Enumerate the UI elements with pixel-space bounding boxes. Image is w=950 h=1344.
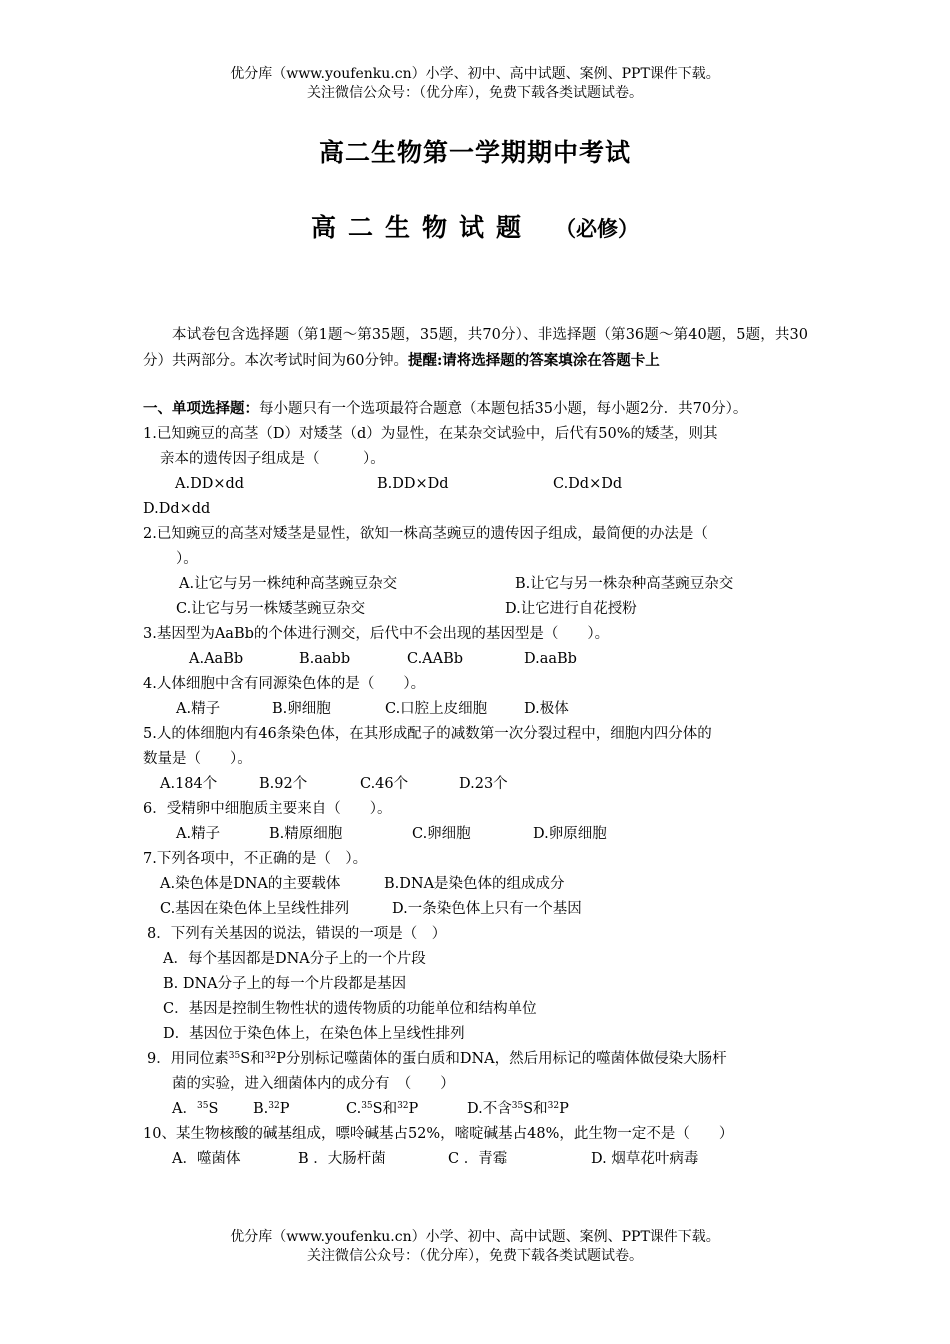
subtitle-main: 高二生物试题 bbox=[310, 213, 533, 242]
q9-option-d-label: D.不含 bbox=[467, 1101, 512, 1117]
q4-option-c: C.口腔上皮细胞 bbox=[385, 701, 488, 717]
q5-option-c: C.46个 bbox=[360, 776, 409, 792]
q5-options bbox=[143, 772, 808, 797]
question-6 bbox=[143, 797, 808, 847]
subtitle-note: （必修） bbox=[555, 216, 639, 241]
intro-text: 本试卷包含选择题（第1题～第35题，35题，共70分）、非选择题（第36题～第40题，5题，共30分）共两部分。本次考试时间为60分钟。 bbox=[143, 327, 808, 369]
q9-option-d-text: P bbox=[559, 1101, 569, 1117]
q9-option-b-text: P bbox=[279, 1101, 290, 1117]
q3-stem: 3.基因型为AaBb的个体进行测交，后代中不会出现的基因型是（ ）。 bbox=[143, 626, 610, 642]
q1-stem-line1: 1.已知豌豆的高茎（D）对矮茎（d）为显性，在某杂交试验中，后代有50%的矮茎，则其 bbox=[143, 426, 718, 442]
q10-option-a: A．噬菌体 bbox=[172, 1151, 241, 1167]
q3-option-d: D.aaBb bbox=[524, 651, 577, 667]
q7-options-row1 bbox=[143, 872, 808, 897]
q3-options bbox=[143, 647, 808, 672]
q9-option-a-text: S bbox=[208, 1101, 219, 1117]
q9-sup-35: 35 bbox=[228, 1051, 241, 1061]
q9-option-b-sup: 32 bbox=[268, 1101, 280, 1111]
section-1-desc: 每小题只有一个选项最符合题意（本题包括35小题，每小题2分．共70分）。 bbox=[259, 401, 748, 417]
q9-stem-part-2: S和 bbox=[240, 1051, 265, 1067]
intro-paragraph bbox=[143, 322, 808, 374]
q2-stem-line2: ）。 bbox=[176, 551, 198, 567]
question-3 bbox=[143, 622, 808, 672]
q4-option-a: A.精子 bbox=[176, 701, 221, 717]
q4-stem: 4.人体细胞中含有同源染色体的是（ ）。 bbox=[143, 676, 426, 692]
q9-option-b bbox=[253, 1097, 346, 1122]
q7-option-d: D.一条染色体上只有一个基因 bbox=[392, 901, 582, 917]
q1-option-a: A.DD×dd bbox=[175, 476, 245, 492]
q7-option-c: C.基因在染色体上呈线性排列 bbox=[160, 901, 350, 917]
q6-option-b: B.精原细胞 bbox=[269, 826, 343, 842]
q9-option-c bbox=[346, 1097, 467, 1122]
header-banner bbox=[0, 65, 950, 103]
q2-option-c: C.让它与另一株矮茎豌豆杂交 bbox=[176, 601, 366, 617]
footer-line-2: 关注微信公众号：（优分库），免费下载各类试题试卷。 bbox=[307, 1248, 643, 1264]
section-1-heading: 一、单项选择题： bbox=[143, 400, 259, 417]
q9-stem-line1 bbox=[143, 1047, 808, 1072]
q8-option-b: B. DNA分子上的每一个片段都是基因 bbox=[163, 976, 407, 992]
q8-option-d: D．基因位于染色体上，在染色体上呈线性排列 bbox=[163, 1026, 465, 1042]
section-1-header bbox=[143, 396, 808, 422]
q9-option-a-sup: 35 bbox=[196, 1101, 209, 1111]
q4-option-d: D.极体 bbox=[524, 701, 569, 717]
q1-option-b: B.DD×Dd bbox=[377, 476, 449, 492]
q3-option-a: A.AaBb bbox=[189, 651, 244, 667]
question-8 bbox=[143, 922, 808, 1047]
q5-option-a: A.184个 bbox=[160, 776, 218, 792]
question-2 bbox=[143, 522, 808, 622]
q8-option-a: A．每个基因都是DNA分子上的一个片段 bbox=[163, 951, 426, 967]
question-9 bbox=[143, 1047, 808, 1122]
q9-option-d-sup-1: 35 bbox=[511, 1101, 524, 1111]
q7-option-b: B.DNA是染色体的组成成分 bbox=[384, 876, 565, 892]
q10-option-c: C ．青霉 bbox=[448, 1151, 508, 1167]
q5-stem-line2: 数量是（ ）。 bbox=[143, 751, 252, 767]
q9-options bbox=[143, 1097, 808, 1122]
q9-option-d-mid: S和 bbox=[523, 1101, 548, 1117]
q2-stem-line1: 2.已知豌豆的高茎对矮茎是显性，欲知一株高茎豌豆的遗传因子组成，最简便的办法是（ bbox=[143, 526, 708, 542]
q8-stem: 8．下列有关基因的说法，错误的一项是（ ） bbox=[147, 926, 447, 942]
q10-option-b: B ．大肠杆菌 bbox=[298, 1151, 386, 1167]
q9-stem-part-3: P分别标记噬菌体的蛋白质和DNA，然后用标记的噬菌体做侵染大肠杆 bbox=[276, 1051, 727, 1067]
q6-option-d: D.卵原细胞 bbox=[533, 826, 607, 842]
question-1 bbox=[143, 422, 808, 522]
q2-option-a: A.让它与另一株纯种高茎豌豆杂交 bbox=[179, 576, 398, 592]
q9-option-c-label: C. bbox=[346, 1101, 362, 1117]
header-line-2: 关注微信公众号：（优分库），免费下载各类试题试卷。 bbox=[307, 85, 643, 101]
q4-option-b: B.卵细胞 bbox=[272, 701, 331, 717]
q9-option-a-label: A． bbox=[172, 1101, 197, 1117]
q9-option-b-label: B. bbox=[253, 1101, 269, 1117]
q9-option-d-sup-2: 32 bbox=[547, 1101, 560, 1111]
q9-option-c-sup-2: 32 bbox=[397, 1101, 409, 1111]
q1-stem-line2: 亲本的遗传因子组成是（ ）。 bbox=[160, 451, 385, 467]
q3-option-b: B.aabb bbox=[299, 651, 351, 667]
question-5 bbox=[143, 722, 808, 797]
question-10 bbox=[143, 1122, 808, 1172]
q2-option-d: D.让它进行自花授粉 bbox=[505, 601, 637, 617]
q1-option-d: D.Dd×dd bbox=[143, 501, 211, 517]
footer-banner bbox=[0, 1228, 950, 1266]
q6-option-a: A.精子 bbox=[176, 826, 221, 842]
q6-options bbox=[143, 822, 808, 847]
q9-option-d bbox=[467, 1097, 569, 1122]
q5-option-d: D.23个 bbox=[459, 776, 508, 792]
q7-options-row2 bbox=[143, 897, 808, 922]
q9-option-c-sup-1: 35 bbox=[361, 1101, 373, 1111]
q3-option-c: C.AABb bbox=[407, 651, 464, 667]
intro-reminder: 提醒:请将选择题的答案填涂在答题卡上 bbox=[407, 352, 660, 369]
q9-option-c-mid: S和 bbox=[372, 1101, 398, 1117]
q2-options-row1 bbox=[143, 572, 808, 597]
q9-sup-32: 32 bbox=[264, 1051, 277, 1061]
exam-title: 高二生物第一学期期中考试 bbox=[318, 138, 631, 167]
q10-option-d: D. 烟草花叶病毒 bbox=[591, 1151, 699, 1167]
q6-stem: 6．受精卵中细胞质主要来自（ ）。 bbox=[143, 801, 392, 817]
q9-option-c-text: P bbox=[408, 1101, 419, 1117]
footer-line-1: 优分库（www.youfenku.cn）小学、初中、高中试题、案例、PPT课件下载。 bbox=[230, 1229, 720, 1245]
q10-options bbox=[143, 1147, 808, 1172]
question-4 bbox=[143, 672, 808, 722]
q6-option-c: C.卵细胞 bbox=[412, 826, 471, 842]
exam-content bbox=[143, 322, 808, 1172]
q4-options bbox=[143, 697, 808, 722]
q9-stem-part-1: 9．用同位素 bbox=[147, 1051, 229, 1067]
header-line-1: 优分库（www.youfenku.cn）小学、初中、高中试题、案例、PPT课件下载。 bbox=[230, 66, 720, 82]
q5-stem-line1: 5.人的体细胞内有46条染色体，在其形成配子的减数第一次分裂过程中，细胞内四分体的 bbox=[143, 726, 712, 742]
q9-option-a bbox=[172, 1097, 253, 1122]
q7-stem: 7.下列各项中，不正确的是（ ）。 bbox=[143, 851, 368, 867]
q10-stem: 10、某生物核酸的碱基组成，嘌呤碱基占52%，嘧啶碱基占48%，此生物一定不是（ ） bbox=[143, 1126, 734, 1142]
q2-options-row2 bbox=[143, 597, 808, 622]
q5-option-b: B.92个 bbox=[259, 776, 308, 792]
q8-option-c: C．基因是控制生物性状的遗传物质的功能单位和结构单位 bbox=[163, 1001, 537, 1017]
q1-options bbox=[143, 472, 808, 497]
exam-subtitle bbox=[0, 208, 950, 244]
q2-option-b: B.让它与另一株杂种高茎豌豆杂交 bbox=[515, 576, 734, 592]
q1-option-c: C.Dd×Dd bbox=[553, 476, 623, 492]
question-7 bbox=[143, 847, 808, 922]
q9-stem-line2: 菌的实验，进入细菌体内的成分有 （ ） bbox=[172, 1076, 455, 1092]
q7-option-a: A.染色体是DNA的主要载体 bbox=[160, 876, 341, 892]
